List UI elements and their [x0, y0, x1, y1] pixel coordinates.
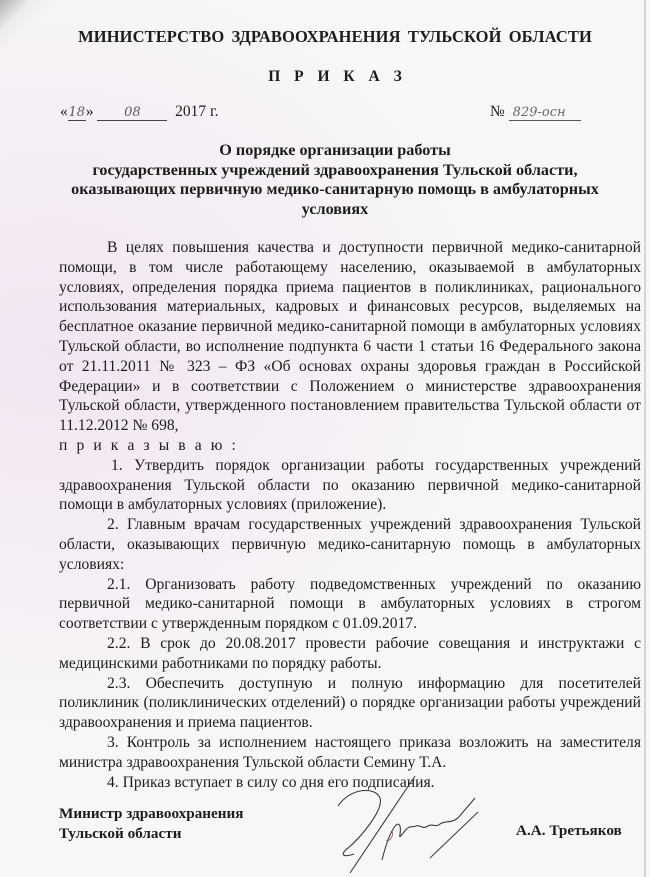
- preamble-paragraph: В целях повышения качества и доступности первичной медико-санитарной помощи, в том числе работающему населению, оказываемой в амбулаторных условиях, определения порядка приема пациентов в поликлиниках, рационального использования материальных, кадровых и финансовых ресурсов, выделяемых на бесплатное оказание первичной медико-санитарной помощи в амбулаторных условиях Тульской области, во исполнение подпункта 6 части 1 статьи 16 Федерального закона от 21.11.2011 № 323 – ФЗ «Об основах охраны здоровья граждан в Российской Федерации» и в соответствии с Положением о министерстве здравоохранения Тульской области, утвержденного постановлением правительства Тульской области от 11.12.2012 № 698,: [59, 239, 641, 435]
- handwritten-signature-icon: [320, 768, 480, 877]
- order-date: [60, 103, 218, 121]
- number-label: №: [490, 103, 505, 120]
- item-paragraph-2-3: 2.3. Обеспечить доступную и полную информацию для посетителей поликлиник (поликлинических отделений) о порядке организации работы учреждений здравоохранения и приема пациентов.: [59, 674, 641, 732]
- order-number: [490, 103, 581, 121]
- date-month: 08: [97, 105, 167, 121]
- date-open-quote: «: [60, 103, 68, 120]
- item-paragraph-2: 2. Главным врачам государственных учреждений здравоохранения Тульской области, оказывающих первичную медико-санитарную помощь в амбулаторных условиях:: [59, 516, 641, 573]
- order-body: [59, 238, 641, 792]
- signatory-title-line: Тульской области: [59, 825, 182, 842]
- subject-line: оказывающих первичную медико-санитарную помощь в амбулаторных: [71, 180, 599, 198]
- signatory-title-line: Министр здравоохранения: [59, 805, 244, 822]
- ministry-header: МИНИСТЕРСТВО ЗДРАВООХРАНЕНИЯ ТУЛЬСКОЙ ОБЛАСТИ: [78, 27, 592, 46]
- number-value: 829-осн: [509, 105, 581, 121]
- item-paragraph-4: 4. Приказ вступает в силу со дня его подписания.: [107, 773, 435, 791]
- page-edge: [644, 0, 646, 877]
- date-close-quote: »: [85, 103, 94, 120]
- signatory-name: А.А. Третьяков: [516, 822, 622, 839]
- item-paragraph-1: 1. Утвердить порядок организации работы государственных учреждений здравоохранения Тульской области по оказанию первичной медико-санитарной помощи в амбулаторных условиях (приложение).: [59, 456, 641, 514]
- subject-line: условиях: [301, 199, 369, 218]
- date-day: 18: [68, 105, 86, 120]
- item-paragraph-3: 3. Контроль за исполнением настоящего приказа возложить на заместителя министра здравоохранения Тульской области Семину Т.А.: [59, 733, 641, 771]
- order-subject: [40, 141, 630, 219]
- item-paragraph-2-1: 2.1. Организовать работу подведомственных учреждений по оказанию первичной медико-санитарной помощи в амбулаторных условиях в строгом соответствии с утвержденным порядком с 01.09.2017.: [59, 575, 641, 633]
- subject-line: О порядке организации работы: [219, 141, 451, 159]
- date-year: 2017 г.: [175, 103, 219, 120]
- order-word: п р и к а з ы в а ю :: [59, 436, 239, 454]
- signatory-title: [59, 804, 244, 844]
- document-type-title: П Р И К А З: [268, 68, 407, 85]
- subject-line: государственных учреждений здравоохранения Тульской области,: [92, 160, 578, 179]
- item-paragraph-2-2: 2.2. В срок до 20.08.2017 провести рабочие совещания и инструктажи с медицинскими работниками по порядку работы.: [59, 634, 641, 672]
